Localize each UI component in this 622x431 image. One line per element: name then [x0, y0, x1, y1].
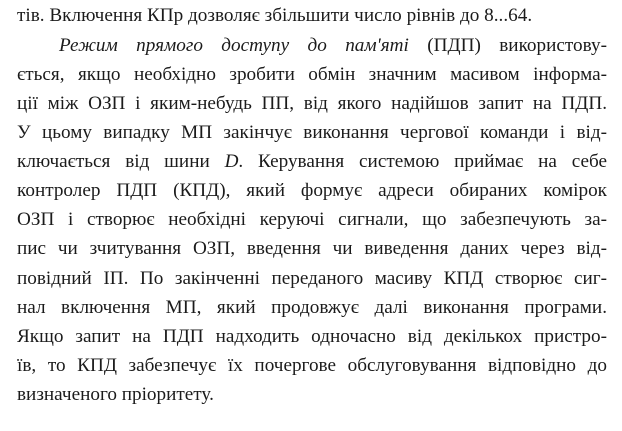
text-line-1: [17, 2, 532, 31]
line-text: визначеного пріоритету.: [17, 384, 214, 405]
line-text: ції між ОЗП і яким-небудь ПП, від якого надійшов запит на ПДП.: [17, 93, 607, 114]
text-line-7: [17, 177, 607, 206]
text-line-2: [59, 32, 607, 61]
line-text: ється, якщо необхідно зробити обмін значним масивом інформа-: [17, 64, 607, 85]
bus-d-label: D: [224, 151, 239, 172]
text-line-14: [17, 381, 214, 410]
line-text: . Керування системою приймає на себе: [238, 151, 607, 172]
line-text: контролер ПДП (КПД), який формує адреси обираних комірок: [17, 180, 607, 201]
line-text: ключається від шини: [17, 151, 225, 172]
text-line-13: [17, 352, 607, 381]
line-text: повідний ІП. По закінченні переданого масиву КПД створює сиг-: [17, 268, 607, 289]
line-text: ОЗП і створює необхідні керуючі сигнали, що забезпечують за-: [17, 209, 607, 230]
text-line-6: [17, 148, 607, 177]
line-text: пис чи зчитування ОЗП, введення чи виведення даних через від-: [17, 238, 607, 259]
text-line-12: [17, 323, 607, 352]
text-line-10: [17, 265, 607, 294]
line-text: Якщо запит на ПДП надходить одночасно від декількох пристро-: [17, 326, 607, 347]
text-line-11: [17, 294, 607, 323]
text-line-9: [17, 235, 607, 264]
line-text: нал включення МП, який продовжує далі виконання програми.: [17, 297, 607, 318]
line-text: (ПДП) використову-: [408, 35, 608, 56]
text-line-5: [17, 119, 607, 148]
line-text: їв, то КПД забезпечує їх почергове обслуговування відповідно до: [17, 355, 607, 376]
line-text: У цьому випадку МП закінчує виконання чергової команди і від-: [17, 122, 607, 143]
term-dma-mode: Режим прямого доступу до пам'яті: [59, 35, 409, 56]
text-line-4: [17, 90, 607, 119]
line-text: тів. Включення КПр дозволяє збільшити число рівнів до 8...64.: [17, 5, 533, 26]
text-line-8: [17, 206, 607, 235]
text-line-3: [17, 61, 607, 90]
